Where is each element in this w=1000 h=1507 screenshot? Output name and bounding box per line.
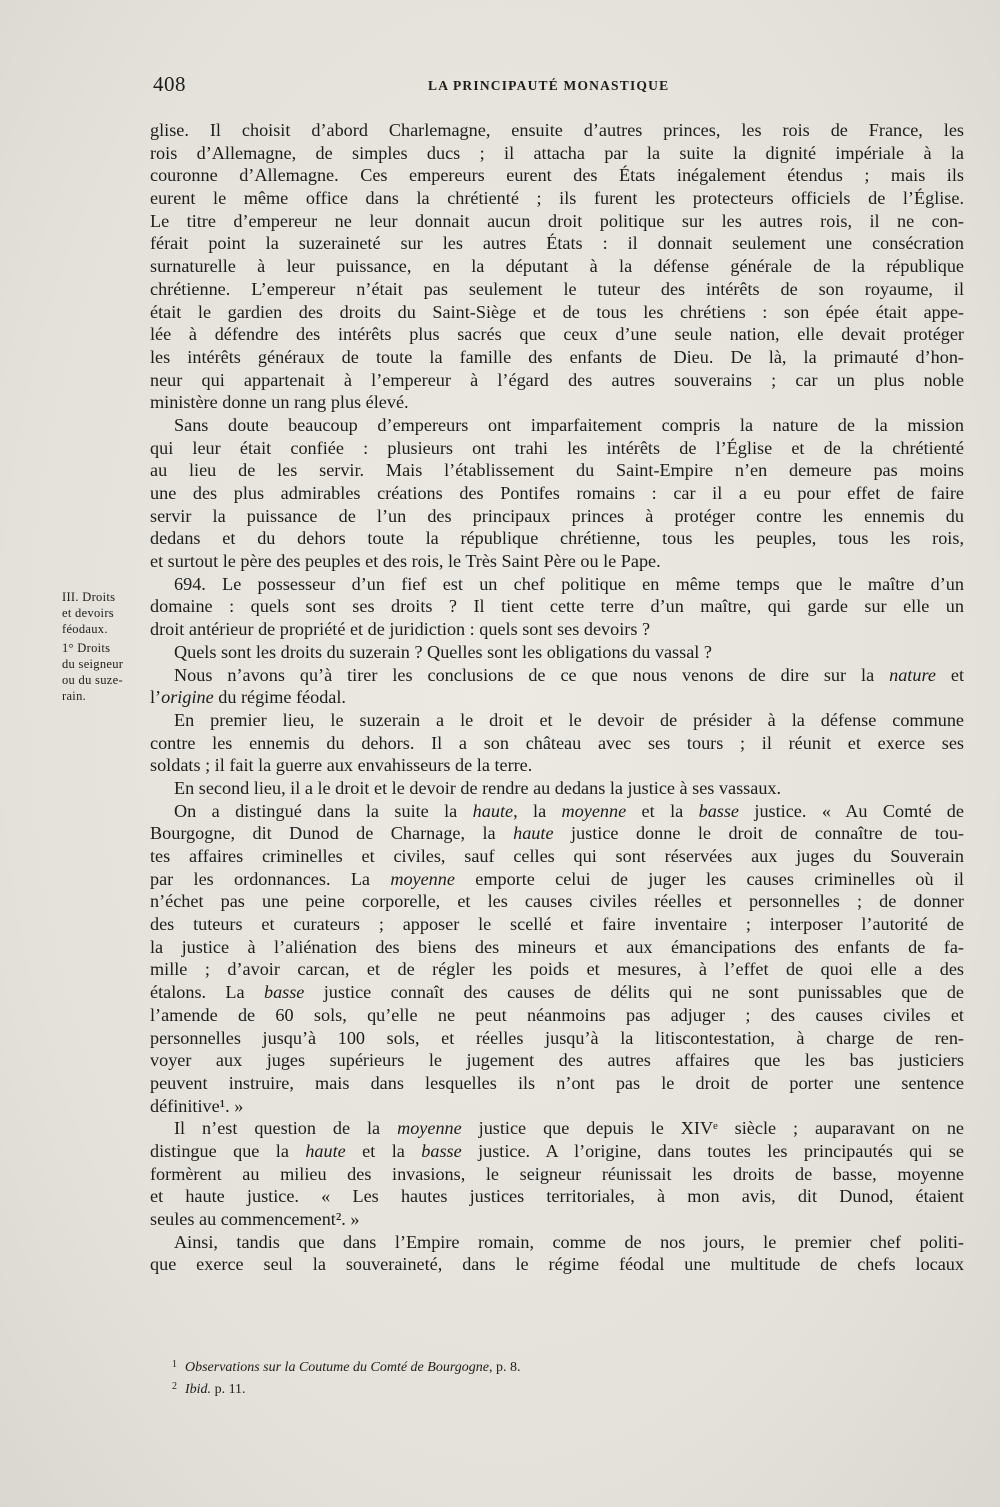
text-run: au lieu de les servir. Mais l’établissement du Saint-Empire n’en demeure pas moins [150,460,964,481]
text-run: seules au commencement². » [150,1209,360,1229]
italic-run: moyenne [390,868,455,889]
margin-note-line: rain. [62,688,87,703]
text-run: tes affaires criminelles et civiles, sauf celles qui sont réservées aux juges du Souverain [150,846,964,866]
text-line [150,641,964,664]
text-line [150,1095,964,1118]
italic-run: haute [513,823,554,844]
text-line [150,164,964,187]
text-run: l’ [150,687,162,708]
text-line [150,437,964,460]
text-line [150,1163,964,1186]
text-run: et la [345,1140,422,1161]
margin-note-line: ou du suze- [62,672,123,687]
text-line [150,278,964,301]
text-line [150,618,964,641]
text-run: , la [513,800,562,821]
text-run: formèrent au milieu des invasions, le seigneur réunissait les droits de basse, moyenne [150,1163,964,1184]
text-run: des tuteurs et curateurs ; apposer le scellé et faire inventaire ; interposer l’autorité de [150,914,964,935]
text-line [150,391,964,414]
margin-note-line: féodaux. [62,621,108,636]
text-line [150,550,964,573]
text-run: lée à défendre des intérêts plus sacrés que ceux d’une seule nation, elle devait protéger [150,324,964,345]
text-run: étalons. La [150,982,264,1003]
text-line [150,868,964,891]
text-line [150,777,964,800]
text-run: n’échet pas une peine corporelle, et les causes civiles réelles et personnelles ; de donner [150,891,964,912]
text-run: servir la puissance de l’un des principaux princes à protéger contre les ennemis du [150,505,964,526]
text-run: et la [626,800,699,821]
text-run: contre les ennemis du dehors. Il a son château avec ses tours ; il réunit et exerce ses [150,732,964,753]
text-run: ministère donne un rang plus élevé. [150,392,409,413]
text-line [150,1140,964,1163]
text-line [150,1253,964,1276]
text-run: couronne d’Allemagne. Ces empereurs eurent des États inégalement étendus ; mais ils [150,165,964,186]
text-run: et surtout le père des peuples et des rois, le Très Saint Père ou le Pape. [150,551,661,572]
text-run: que exerce seul la souveraineté, dans le régime féodal une multitude de chefs locaux [150,1254,964,1275]
margin-note-line: et devoirs [62,605,114,620]
text-line [150,595,964,618]
text-run: droit antérieur de propriété et de juridiction : quels sont ses devoirs ? [150,619,651,640]
text-line [150,981,964,1004]
text-run: l’amende de 60 sols, qu’elle ne peut néanmoins pas adjuger ; des causes civiles et [150,1004,964,1025]
text-line [150,664,964,687]
footnote-mark: 2 [172,1381,177,1392]
text-run: était le gardien des droits du Saint-Siège et de tous les chrétiens : son épée était appe- [150,301,964,322]
text-line [150,1049,964,1072]
italic-run: basse [263,982,305,1003]
italic-run: moyenne [397,1118,462,1139]
text-line [150,301,964,324]
text-line [150,232,964,255]
text-run: justice. A l’origine, dans toutes les principautés qui se [461,1140,964,1161]
text-line [150,845,964,868]
italic-run: basse [698,800,740,821]
text-line [150,958,964,981]
text-line [150,187,964,210]
footnote-ref: p. 11. [211,1382,246,1397]
text-run: Bourgogne, dit Dunod de Charnage, la [150,823,514,844]
footnote-title: Observations sur la Coutume du Comté de Bourgogne [185,1360,489,1375]
text-run: eurent le même office dans la chrétienté ; ils furent les protecteurs officiels de l’Église. [150,188,964,209]
italic-run: origine [161,687,214,708]
text-line [150,822,964,845]
margin-note-line: du seigneur [62,657,124,672]
text-run: surnaturelle à leur puissance, en la députant à la défense générale de la république [150,256,964,277]
text-run: Nous n’avons qu’à tirer les conclusions de ce que nous venons de dire sur la [174,664,890,685]
text-line [150,1027,964,1050]
text-run: justice que depuis le XIVᵉ siècle ; auparavant on ne [461,1118,964,1139]
text-line [150,1072,964,1095]
text-line [150,913,964,936]
italic-run: nature [889,664,936,685]
text-line [150,936,964,959]
italic-run: basse [421,1140,462,1161]
text-run: la justice à l’aliénation des biens des mineurs et aux émancipations des enfants de fa- [150,936,964,957]
running-title: LA PRINCIPAUTÉ MONASTIQUE [428,78,670,93]
text-run: et haute justice. « Les hautes justices territoriales, à mon avis, dit Dunod, étaient [150,1186,964,1207]
text-run: personnelles jusqu’à 100 sols, et réelles jusqu’à la litiscontestation, à charge de ren- [150,1027,964,1048]
body-text [150,119,964,1276]
footnotes [172,1355,520,1399]
text-line [150,890,964,913]
text-run: férait point la suzeraineté sur les autres États : il donnait seulement une consécration [150,233,964,254]
text-line [150,323,964,346]
text-run: domaine : quels sont ses droits ? Il tient cette terre d’un maître, qui garde sur elle un [150,596,964,617]
text-run: justice connaît des causes de délits qui ne sont punissables que de [304,982,964,1003]
text-line [150,119,964,142]
text-run: une des plus admirables créations des Pontifes romains : car il a eu pour effet de faire [150,483,964,503]
text-run: 694. Le possesseur d’un fief est un chef politique en même temps que le maître d’un [174,573,964,594]
footnote-title: Ibid. [185,1382,212,1397]
text-run: En second lieu, il a le droit et le devoir de rendre au dedans la justice à ses vassaux. [174,777,782,798]
text-line [150,1185,964,1208]
page-number: 408 [153,72,186,96]
text-run: définitive¹. » [150,1095,244,1116]
footnote-1 [172,1355,520,1377]
text-run: Quels sont les droits du suzerain ? Quelles sont les obligations du vassal ? [174,641,712,662]
text-line [150,255,964,278]
text-line [150,142,964,165]
margin-note-line: III. Droits [62,590,116,604]
footnote-2 [172,1377,520,1399]
text-run: glise. Il choisit d’abord Charlemagne, ensuite d’autres princes, les rois de France, les [150,120,964,140]
text-line [150,754,964,777]
margin-note [62,590,152,705]
text-run: Il n’est question de la [174,1118,398,1139]
text-run: soldats ; il fait la guerre aux envahisseurs de la terre. [150,755,533,776]
text-run: dedans et du dehors toute la république chrétienne, tous les peuples, tous les rois, [150,528,964,549]
text-line [150,800,964,823]
text-line [150,414,964,437]
text-run: On a distingué dans la suite la [174,800,473,821]
text-run: justice. « Au Comté de [739,800,964,821]
text-run: distingue que la [150,1140,306,1161]
text-run: par les ordonnances. La [150,868,391,889]
text-run: les intérêts généraux de toute la famille des enfants de Dieu. De là, la primauté d’hon- [150,346,964,367]
text-line [150,573,964,596]
text-line [150,210,964,233]
text-run: emporte celui de juger les causes criminelles où il [454,868,964,889]
text-line [150,346,964,369]
text-line [150,732,964,755]
text-line [150,369,964,392]
footnote-ref: , p. 8. [488,1360,521,1375]
text-line [150,527,964,550]
text-line [150,482,964,505]
text-run: chrétienne. L’empereur n’était pas seulement le tuteur des intérêts de son royaume, il [150,278,964,299]
text-run: neur qui appartenait à l’empereur à l’égard des autres souverains ; car un plus noble [150,369,964,390]
text-run: mille ; d’avoir carcan, et de régler les poids et mesures, à l’effet de quoi elle a des [150,959,964,980]
text-run: peuvent instruire, mais dans lesquelles ils n’ont pas le droit de porter une sentence [150,1072,964,1093]
margin-note-line: 1° Droits [62,641,111,656]
text-line [150,1231,964,1254]
text-run: Le titre d’empereur ne leur donnait aucun droit politique sur les autres rois, il ne con- [150,210,964,231]
italic-run: haute [305,1140,346,1161]
text-run: et [935,664,964,685]
text-run: du régime féodal. [213,687,346,708]
page-header [153,72,963,102]
text-line [150,505,964,528]
text-run: En premier lieu, le suzerain a le droit et le devoir de présider à la défense commune [174,709,964,730]
italic-run: moyenne [561,800,627,821]
text-line [150,459,964,482]
text-line [150,1117,964,1140]
text-run: voyer aux juges supérieurs le jugement des autres affaires que les bas justiciers [150,1050,964,1071]
italic-run: haute [472,800,514,821]
text-run: Sans doute beaucoup d’empereurs ont imparfaitement compris la nature de la mission [174,414,964,435]
footnote-mark: 1 [172,1359,177,1370]
text-line [150,709,964,732]
text-line [150,1004,964,1027]
text-run: rois d’Allemagne, de simples ducs ; il attacha par la suite la dignité impériale à la [150,142,964,163]
text-line [150,686,964,709]
text-run: Ainsi, tandis que dans l’Empire romain, comme de nos jours, le premier chef politi- [174,1231,964,1252]
text-run: justice donne le droit de connaître de tou- [553,823,964,844]
text-run: qui leur était confiée : plusieurs ont trahi les intérêts de l’Église et de la chrétienté [150,437,964,458]
text-line [150,1208,964,1231]
